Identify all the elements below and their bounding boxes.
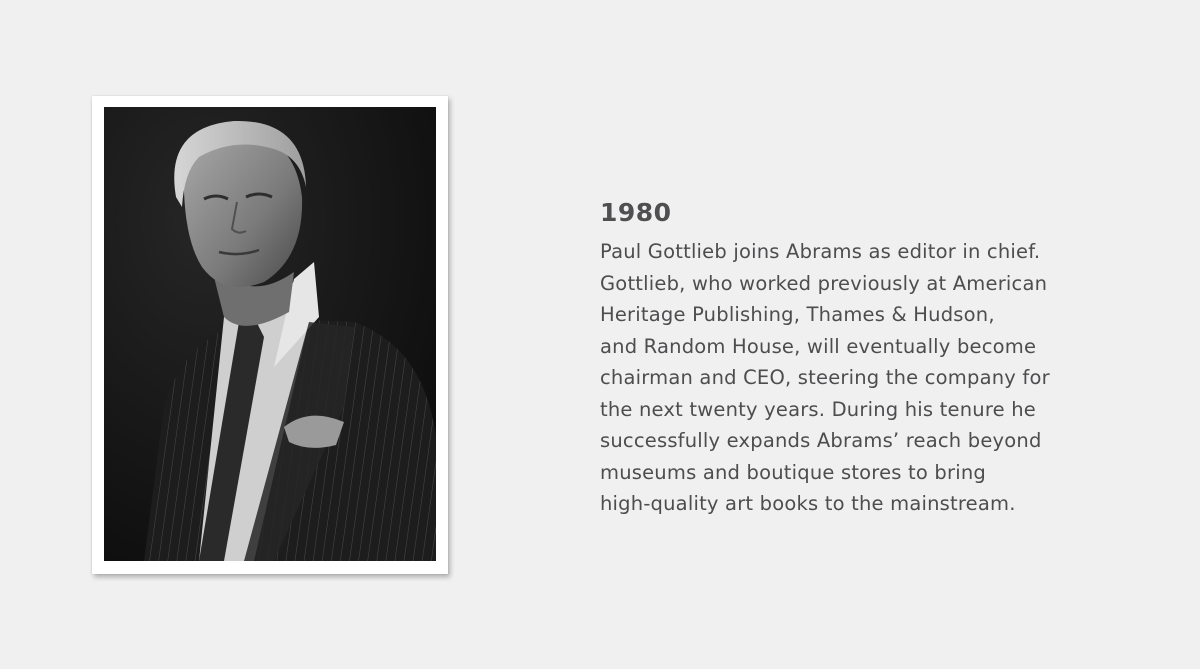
description-line: Heritage Publishing, Thames & Hudson, <box>600 303 995 326</box>
description-line: and Random House, will eventually become <box>600 334 1037 358</box>
portrait-illustration <box>104 107 436 561</box>
description-line: successfully expands Abrams’ reach beyond <box>600 429 1042 452</box>
description-line: Gottlieb, who worked previously at American <box>600 271 1048 295</box>
portrait-photo <box>104 107 436 561</box>
description-line: the next twenty years. During his tenure he <box>600 397 1036 421</box>
description-line: chairman and CEO, steering the company for <box>600 366 1050 389</box>
description-line: museums and boutique stores to bring <box>600 460 986 484</box>
timeline-entry <box>600 196 1140 520</box>
description-line: high-quality art books to the mainstream. <box>600 492 1016 515</box>
entry-year: 1980 <box>600 198 672 227</box>
portrait-photo-frame <box>92 96 448 574</box>
description-line: Paul Gottlieb joins Abrams as editor in chief. <box>600 240 1041 263</box>
entry-description <box>600 236 1140 520</box>
